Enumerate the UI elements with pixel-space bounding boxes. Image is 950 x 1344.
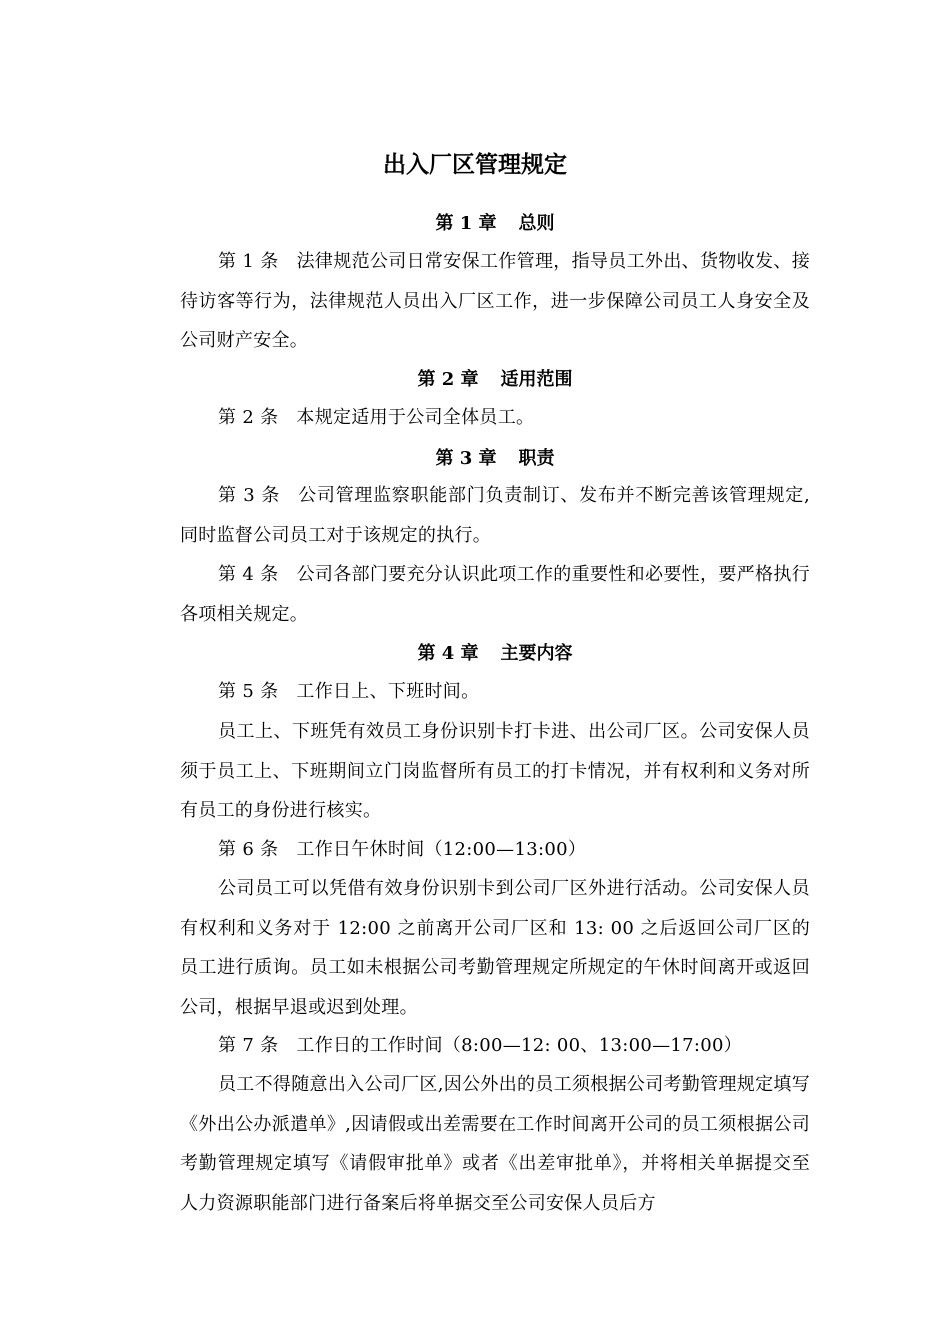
- paragraph-text: 公司员工可以凭借有效身份识别卡到公司厂区外进行活动。公司安保人员有权利和义务对于 12:00 之前离开公司厂区和 13: 00 之后返回公司厂区的员工进行质询。员工如未根据公司考勤管理规定所规定的午休时间离开或返回公司，根据早退或迟到处理。: [180, 878, 810, 1018]
- article-number: 第 5 条: [218, 681, 279, 702]
- chapter-heading-1: [180, 211, 810, 237]
- paragraph-text: 员工不得随意出入公司厂区,因公外出的员工须根据公司考勤管理规定填写《外出公办派遣单》,因请假或出差需要在工作时间离开公司的员工须根据公司考勤管理规定填写《请假审批单》或者《出差审批单》，并将相关单据提交至人力资源职能部门进行备案后将单据交至公司安保人员后方: [180, 1074, 810, 1214]
- chapter-name: 职责: [518, 448, 555, 469]
- article-text: 本规定适用于公司全体员工。: [296, 407, 535, 428]
- chapter-number: 第 2 章: [417, 369, 479, 390]
- article-text: 公司管理监察职能部门负责制订、发布并不断完善该管理规定,同时监督公司员工对于该规定的执行。: [180, 485, 810, 546]
- paragraph-text: 员工上、下班凭有效员工身份识别卡打卡进、出公司厂区。公司安保人员须于员工上、下班期间立门岗监督所有员工的打卡情况，并有权利和义务对所有员工的身份进行核实。: [180, 721, 810, 821]
- article-text: 公司各部门要充分认识此项工作的重要性和必要性，要严格执行各项相关规定。: [180, 564, 810, 625]
- body-paragraph: [180, 869, 810, 1027]
- chapter-heading-4: [180, 641, 810, 667]
- article-number: 第 3 条: [218, 485, 281, 506]
- chapter-number: 第 4 章: [417, 643, 479, 664]
- article-number: 第 7 条: [218, 1035, 279, 1056]
- article-paragraph: [180, 555, 810, 634]
- chapter-number: 第 3 章: [435, 448, 497, 469]
- chapter-heading-3: [180, 446, 810, 472]
- article-paragraph: [180, 1026, 810, 1066]
- article-number: 第 2 条: [218, 407, 279, 428]
- article-paragraph: [180, 672, 810, 712]
- article-paragraph: [180, 242, 810, 361]
- article-paragraph: [180, 830, 810, 870]
- document-title: 出入厂区管理规定: [383, 151, 567, 178]
- chapter-name: 总则: [518, 213, 555, 234]
- article-text: 工作日的工作时间（8:00—12: 00、13:00—17:00）: [296, 1035, 743, 1056]
- article-text: 工作日午休时间（12:00—13:00）: [296, 839, 587, 860]
- chapter-name: 适用范围: [500, 369, 573, 390]
- article-text: 工作日上、下班时间。: [296, 681, 480, 702]
- article-number: 第 6 条: [218, 839, 279, 860]
- chapter-number: 第 1 章: [435, 213, 497, 234]
- article-paragraph: [180, 398, 810, 438]
- body-paragraph: [180, 1065, 810, 1223]
- chapter-name: 主要内容: [500, 643, 573, 664]
- article-number: 第 1 条: [218, 251, 279, 272]
- body-paragraph: [180, 712, 810, 831]
- article-text: 法律规范公司日常安保工作管理，指导员工外出、货物收发、接待访客等行为，法律规范人员出入厂区工作，进一步保障公司员工人身安全及公司财产安全。: [180, 251, 810, 351]
- article-number: 第 4 条: [218, 564, 279, 585]
- article-paragraph: [180, 476, 810, 555]
- chapter-heading-2: [180, 367, 810, 393]
